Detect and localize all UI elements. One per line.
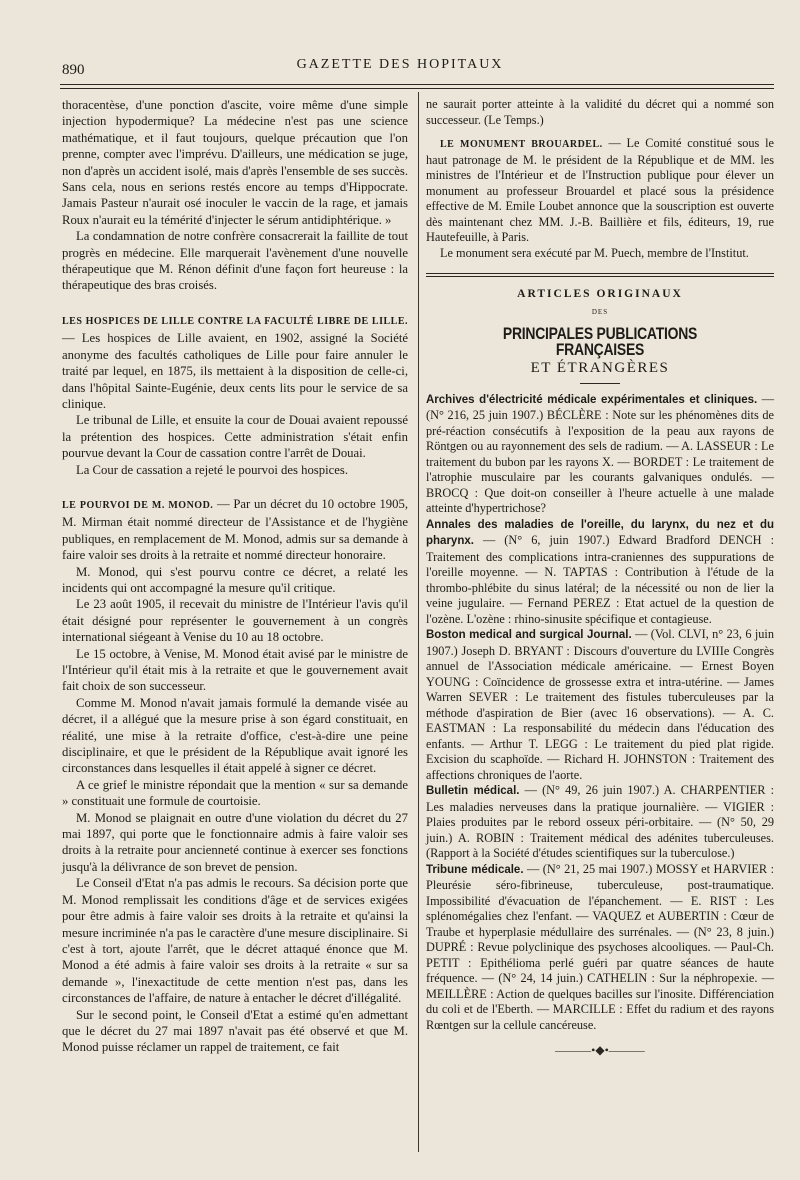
section-subtitle: ET ÉTRANGÈRES xyxy=(530,360,670,376)
news-heading: LE MONUMENT BROUARDEL. xyxy=(440,139,603,150)
right-column xyxy=(426,97,774,1059)
paragraph: Le tribunal de Lille, et ensuite la cour de Douai avaient repoussé la prétention des hospices. Cette administration s'était enfin pourvue devant la Cour de cassation contre l'arrêt de Douai. xyxy=(62,413,408,461)
paragraph: thoracentèse, d'une ponction d'ascite, voire même d'une simple injection hypodermique? La médecine n'est pas une science mathématique, et il faut toujours, quelque précaution que l'on prenne, compter avec l'imprévu. D'ailleurs, une médication se juge, non d'après un accident isolé, mais d'après l'ensemble de ses succès. Sans cela, nous en serions restés encore au temps d'Hippocrate. Jamais Pasteur n'aurait osé inoculer le vaccin de la rage, et jamais Roux n'aurait eu la témérité d'injecter le sérum antidiphtérique. » xyxy=(62,98,408,227)
journal-entry: Bulletin médical. — (N° 49, 26 juin 1907.) A. CHARPENTIER : Les maladies nerveuses dans la pratique journalière. — VIGIER : Plaies produites par le rebord osseux péri-orbitaire. — (N° 50, 29 juin.) A. ROBIN : Traitement médical des adénites tuberculeuses. (Rapport à la Société d'études scientifiques sur la tuberculose.) xyxy=(426,783,774,860)
short-rule xyxy=(580,383,620,384)
left-column xyxy=(62,97,408,1056)
page-number: 890 xyxy=(62,62,85,78)
paragraph: M. Monod, qui s'est pourvu contre ce décret, a relaté les incidents qui ont accompagné la mesure qu'il critique. xyxy=(62,564,408,595)
paragraph: ne saurait porter atteinte à la validité du décret qui a nommé son successeur. (Le Temps.) xyxy=(426,97,774,127)
paragraph: A ce grief le ministre répondait que la mention « sur sa demande » constituait une formule de courtoisie. xyxy=(62,777,408,809)
paragraph: M. Monod se plaignait en outre d'une violation du décret du 27 mai 1897, qui porte que le fonctionnaire admis à faire valoir ses droits à la retraite pour ancienneté continue à exercer ses fonctions jusqu'à la délivrance de son brevet de pension. xyxy=(62,810,408,874)
journal-name: Bulletin médical. xyxy=(426,785,520,797)
paragraph: Le 23 août 1905, il recevait du ministre de l'Intérieur l'avis qu'il était désigné pour représenter le gouvernement à un congrès international siégeant à Venise du 10 au 18 octobre. xyxy=(62,597,408,645)
paragraph: Le monument sera exécuté par M. Puech, membre de l'Institut. xyxy=(440,245,749,260)
section-title-des: DES xyxy=(591,307,609,316)
header-rule xyxy=(60,84,774,89)
journal-entry: Archives d'électricité médicale expérimentales et cliniques. — (N° 216, 25 juin 1907.) BÉCLÈRE : Note sur les phénomènes dits de pré-réaction consécutifs à l'exposition de la peau aux rayons de Röntgen ou au rayonnement des sels de radium. — A. LASSEUR : Le traitement du bubon par les rayons X. — BORDET : Le traitement de l'atrophie musculaire par les courants galvaniques ondulés. — BROCQ : Que doit-on conseiller à l'heure actuelle à une malade atteinte d'hypertrichose? xyxy=(426,391,775,515)
column-divider xyxy=(418,92,419,1152)
running-title: GAZETTE DES HOPITAUX xyxy=(296,57,504,72)
paragraph: Le 15 octobre, à Venise, M. Monod était avisé par le ministre de l'Intérieur qu'il était mis à la retraite et que le gouvernement avait fait choix de son successeur. xyxy=(62,646,408,694)
news-item-brouardel: LE MONUMENT BROUARDEL. — Le Comité constitué sous le haut patronage de M. le président de la République et de MM. les ministres de l'Intérieur et de l'Instruction publique pour élever un monument au professeur Brouardel et placé sous la présidence effective de M. Emile Loubet annonce que la souscription est ouverte dès maintenant chez MM. J.-B. Baillière et fils, éditeurs, 19, rue Hautefeuille, à Paris. xyxy=(426,136,775,244)
paragraph: Le Conseil d'Etat n'a pas admis le recours. Sa décision porte que M. Monod remplissait les conditions d'âge et de services exigées pour être admis à faire valoir ses droits à la retraite et qu'ainsi la mesure incriminée n'a pas le caractère d'une mesure disciplinaire. Si c'est à tort, ajoute l'arrêt, que le décret attaqué énonce que M. Monod a été admis à faire valoir ses droits à la retraite « sur sa demande », l'inexactitude de cette mention n'est pas, dans les circonstances de l'affaire, de nature à entacher le décret d'illégalité. xyxy=(62,876,408,1006)
journal-name: Archives d'électricité médicale expérimentales et cliniques. xyxy=(426,393,758,406)
journal-name: Boston medical and surgical Journal. xyxy=(426,629,632,641)
section-main-title: PRINCIPALES PUBLICATIONS FRANÇAISES xyxy=(502,324,698,359)
news-heading: LES HOSPICES DE LILLE CONTRE LA FACULTÉ LIBRE DE LILLE. xyxy=(62,315,408,327)
end-ornament: ———•◆•——— xyxy=(555,1043,645,1057)
section-title: ARTICLES ORIGINAUX xyxy=(517,288,683,300)
paragraph: La condamnation de notre confrère consacrerait la faillite de tout progrès en médecine. Elle marquerait l'avènement d'une nouvelle thérapeutique que M. Rénon définit d'une façon fort heureuse : la thérapeutique des bras croisés. xyxy=(62,229,408,293)
journal-name: Annales des maladies de l'oreille, du larynx, du nez et du pharynx. xyxy=(426,518,774,547)
journal-entry: Annales des maladies de l'oreille, du larynx, du nez et du pharynx. — (N° 6, juin 1907.) Edward Bradford DENCH : Traitement des complications intra-craniennes des suppurations de l'oreille moyenne. — N. TAPTAS : Contribution à l'étude de la thrombo-phlébite du sinus latéral; de la nécessité ou non de lier la veine jugulaire. — Fernand PEREZ : Etat actuel de la question de l'ozène. L'ozène : rhino-sinusite spécifique et contagieuse. xyxy=(426,518,774,626)
journal-entry: Boston medical and surgical Journal. — (Vol. CLVI, n° 23, 6 juin 1907.) Joseph D. BRYANT : Discours d'ouverture du LVIIIe Congrès annuel de l'Association médicale américaine. — Ernest Boyen YOUNG : Coïncidence de grossesse extra et intra-utérine. — James Warren SEVER : Le traitement des fistules tuberculeuses par la méthode d'aspiration de Bier (avec 16 observations). — A. C. EASTMAN : La responsabilité du médecin dans l'éducation des enfants. — Arthur T. LEGG : Le traitement du pied plat rigide. Excision du scaphoïde. — Richard H. JOHNSTON : Traitement des affections chroniques de l'aorte. xyxy=(426,627,774,782)
paragraph: Sur le second point, le Conseil d'Etat a estimé qu'en admettant que le décret du 27 mai 1897 n'avait pas été observé et que M. Monod puisse réclamer un rappel de traitement, ce fait xyxy=(62,1007,408,1055)
journal-entry: Tribune médicale. — (N° 21, 25 mai 1907.) MOSSY et HARVIER : Pleurésie séro-fibrineuse, tuberculeuse, post-traumatique. Impossibilité d'évacuation de l'épanchement. — E. RIST : Les splénomégalies chez l'enfant. — VAQUEZ et AUBERTIN : Cœur de Traube et hyperplasie médullaire des surrénales. — (N° 23, 8 juin.) DUPRÉ : Revue polyclinique des psychoses alcooliques. — Paul-Ch. PETIT : Epithélioma perlé guéri par quatre séances de haute fréquence. — (N° 24, 14 juin.) CATHELIN : Sur la néphropexie. — MEILLÈRE : Action de quelques bacilles sur l'inosite. Différenciation du coli et de l'Eberth. — MARCILLE : Effet du radium et des rayons Rœntgen sur la cellule cancéreuse. xyxy=(426,861,774,1032)
news-item-monod: LE POURVOI DE M. MONOD. — Par un décret du 10 octobre 1905, M. Mirman était nommé directeur de l'Assistance et de l'hygiène publiques, en remplacement de M. Monod, admis sur sa demande à faire valoir ses droits à la retraite et nommé directeur honoraire. xyxy=(62,496,408,563)
paragraph: Comme M. Monod n'avait jamais formulé la demande visée au décret, il a allégué que la mesure prise à son égard constituait, en réalité, une mise à la retraite d'office, c'est-à-dire une peine disciplinaire, et que le président de la République avait ignoré les circonstances dans lesquelles il était appelé à signer ce décret. xyxy=(62,695,408,776)
journal-name: Tribune médicale. xyxy=(426,863,524,876)
paragraph: La Cour de cassation a rejeté le pourvoi des hospices. xyxy=(76,462,348,477)
section-rule xyxy=(426,273,774,277)
news-item-lille: LES HOSPICES DE LILLE CONTRE LA FACULTÉ LIBRE DE LILLE. — Les hospices de Lille avaient, en 1902, assigné la Société anonyme des facultés catholiques de Lille pour faire annuler le traité par lequel, en 1875, ils mettaient à la disposition de celle-ci, dans l'hôpital Sainte-Eugénie, deux cents lits pour le service de sa clinique. xyxy=(62,315,408,411)
news-heading: LE POURVOI DE M. MONOD. xyxy=(62,499,214,511)
